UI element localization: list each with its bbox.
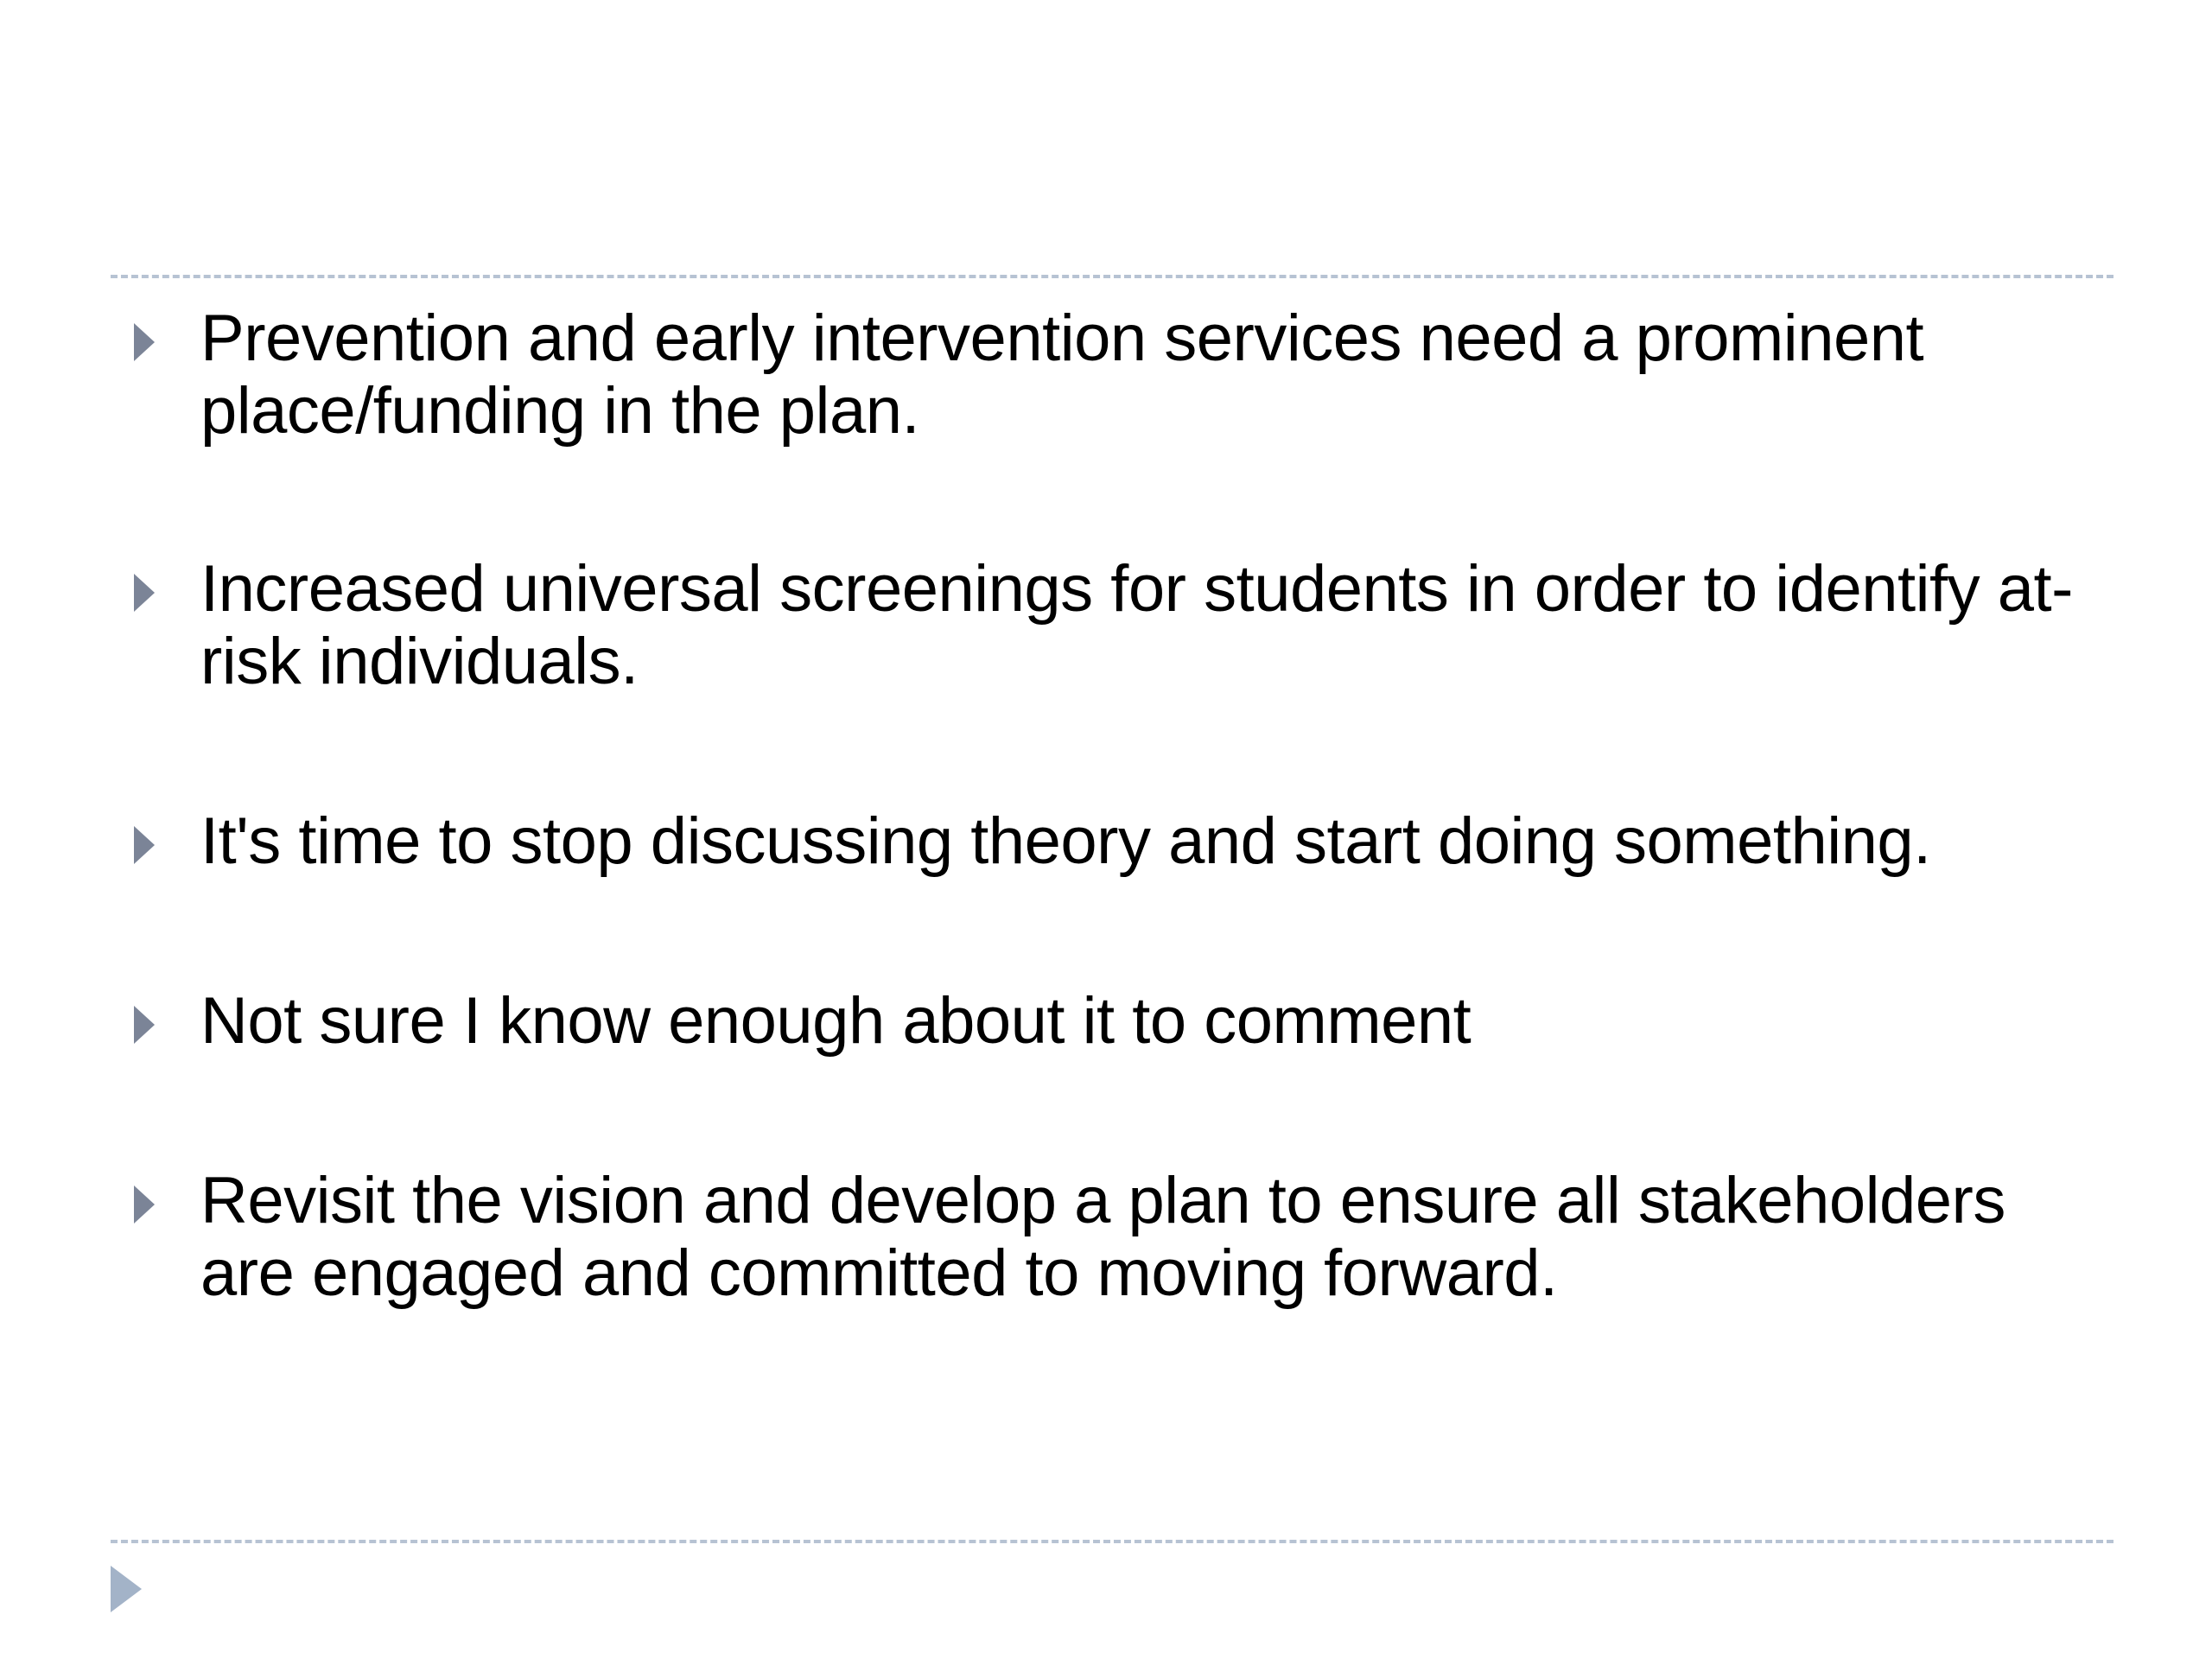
bullet-text: Not sure I know enough about it to comment (200, 984, 1471, 1058)
bullet-triangle-icon (134, 1185, 155, 1224)
bullet-text: Revisit the vision and develop a plan to ensure all stakeholders are engaged and committed to moving forward. (200, 1164, 2005, 1310)
bullet-text: It's time to stop discussing theory and start doing something. (200, 804, 1931, 878)
bullet-text: Prevention and early intervention services need a prominent place/funding in the plan. (200, 302, 1924, 448)
bullet-text: Increased universal screenings for students in order to identify at-risk individuals. (200, 552, 2073, 698)
bottom-divider (111, 1540, 2113, 1543)
bullet-triangle-icon (134, 1006, 155, 1044)
bullet-triangle-icon (134, 826, 155, 864)
bullet-triangle-icon (134, 574, 155, 612)
corner-arrow-icon (111, 1566, 142, 1612)
bullet-triangle-icon (134, 323, 155, 361)
